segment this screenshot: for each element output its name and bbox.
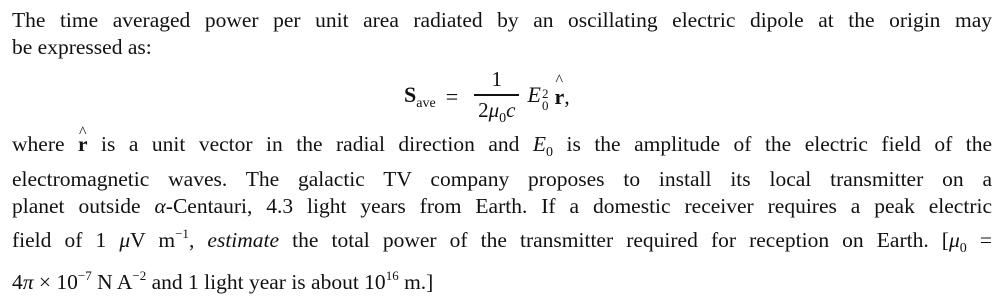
body-paragraph — [12, 131, 992, 296]
intro-line-1: The time averaged power per unit area radiated by an oscillating electric dipole at the origin may — [12, 8, 992, 32]
eq-field: E 2 0 — [527, 82, 549, 113]
eq-denominator: $2\mu_0c$ — [478, 97, 516, 126]
body-line-2: electromagnetic waves. The galactic TV company proposes to install its local transmitter on a — [12, 167, 992, 191]
unit-vector-r: ^ r — [78, 131, 88, 158]
intro-paragraph — [12, 7, 992, 61]
eq-lhs-symbol: S — [404, 82, 417, 107]
body-line-1: where ^ r is a unit vector in the radial direction and $E_0$ is the amplitude of the electric field of the — [12, 131, 992, 166]
body-line-4: field of 1 μV $m^{-1}$, estimate the total power of the transmitter required for reception on Earth. [$\mu_0$ = — [12, 226, 992, 256]
estimate-emphasis: estimate — [207, 228, 280, 252]
eq-lhs-subscript: ave — [416, 96, 436, 111]
eq-unit-vector: ^ r — [554, 84, 564, 110]
body-line-5: $4\pi \times 10^{-7}$ N $A^{-2}$ and 1 light year is about $10^{16}$ m.] — [12, 268, 434, 294]
eq-equals: = — [445, 84, 459, 109]
intro-line-2: be expressed as: — [12, 35, 152, 59]
eq-lhs — [404, 82, 436, 112]
poynting-equation — [12, 65, 1005, 129]
eq-trailing: , — [564, 84, 570, 109]
body-line-3: planet outside α-Centauri, 4.3 light years from Earth. If a domestic receiver requires a peak electric — [12, 194, 992, 218]
eq-numerator: 1 — [491, 67, 503, 92]
eq-fraction — [474, 67, 519, 126]
